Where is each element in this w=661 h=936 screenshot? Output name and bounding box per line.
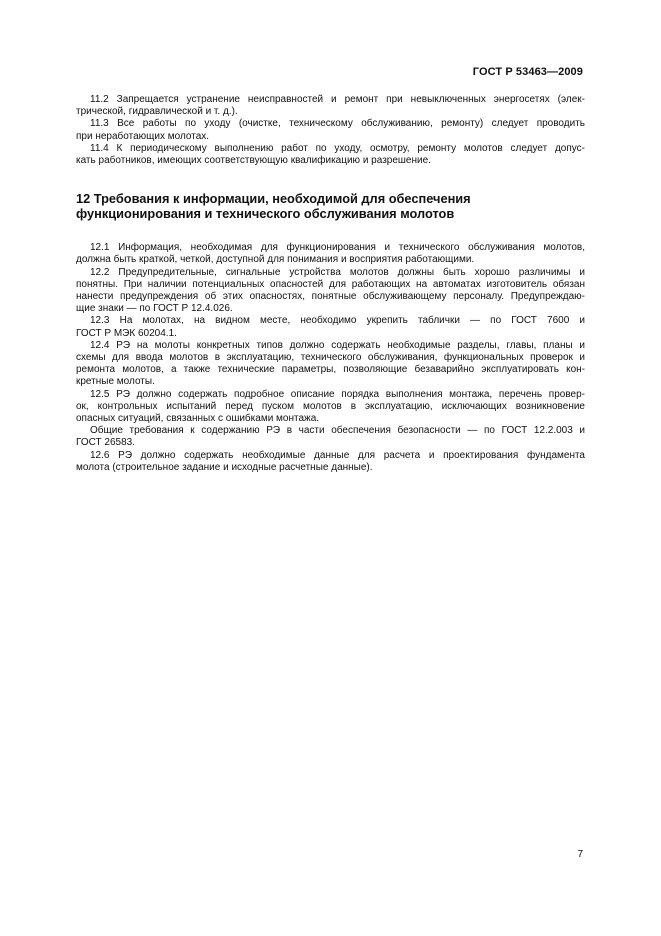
text-line: схемы для ввода молотов в эксплуатацию, технического обслуживания, функциональных проверок и bbox=[76, 352, 585, 364]
text-line: 12.4 РЭ на молоты конкретных типов должно содержать необходимые разделы, главы, планы и bbox=[90, 339, 585, 351]
paragraph-general-requirements bbox=[76, 425, 585, 449]
page-number: 7 bbox=[577, 849, 583, 860]
text-line: 11.3 Все работы по уходу (очистке, техническому обслуживанию, ремонту) следует проводить bbox=[90, 118, 585, 130]
text-line: ГОСТ Р МЭК 60204.1. bbox=[76, 327, 177, 339]
section-heading-line: функционирования и технического обслуживания молотов bbox=[76, 206, 455, 222]
text-line: молота (строительное задание и исходные расчетные данные). bbox=[76, 461, 373, 473]
text-line: ок, контрольных испытаний перед пуском молотов в эксплуатацию, исключающих возникновение bbox=[76, 400, 585, 412]
text-line: 12.5 РЭ должно содержать подробное описание порядка выполнения монтажа, перечень провер- bbox=[90, 388, 585, 400]
text-line: трической, гидравлической и т. д.). bbox=[76, 106, 238, 118]
text-line: щие знаки — по ГОСТ Р 12.4.026. bbox=[76, 303, 233, 315]
text-line: нанести предупреждения об этих опасностях, понятные обслуживающему персоналу. Предупреждаю- bbox=[76, 291, 585, 303]
section-heading-line: 12 Требования к информации, необходимой для обеспечения bbox=[76, 191, 471, 207]
text-line: опасных ситуаций, связанных с ошибками монтажа. bbox=[76, 413, 320, 425]
text-line: Общие требования к содержанию РЭ в части обеспечения безопасности — по ГОСТ 12.2.003 и bbox=[90, 425, 585, 437]
document-standard-header: ГОСТ Р 53463—2009 bbox=[472, 66, 583, 78]
text-line: 11.2 Запрещается устранение неисправностей и ремонт при невыключенных энергосетях (элек- bbox=[90, 94, 585, 105]
paragraph-11-2 bbox=[76, 94, 585, 118]
text-line: 12.1 Информация, необходимая для функционирования и технического обслуживания молотов, bbox=[90, 242, 585, 254]
text-line: 11.4 К периодическому выполнению работ по уходу, осмотру, ремонту молотов следует допус- bbox=[90, 142, 585, 154]
text-line: при неработающих молотах. bbox=[76, 130, 210, 142]
paragraph-12-2 bbox=[76, 267, 585, 316]
text-line: 12.3 На молотах, на видном месте, необходимо укрепить таблички — по ГОСТ 7600 и bbox=[90, 315, 585, 327]
text-line: 12.2 Предупредительные, сигнальные устройства молотов должны быть хорошо различимы и bbox=[90, 266, 585, 278]
text-line: 12.6 РЭ должно содержать необходимые данные для расчета и проектирования фундамента bbox=[90, 449, 585, 461]
document-body bbox=[76, 94, 585, 474]
paragraph-12-4 bbox=[76, 340, 585, 389]
paragraph-12-6 bbox=[76, 450, 585, 474]
paragraph-12-1 bbox=[76, 242, 585, 266]
text-line: кретные молоты. bbox=[76, 376, 155, 388]
paragraph-12-5 bbox=[76, 389, 585, 426]
text-line: кать работников, имеющих соответствующую квалификацию и разрешение. bbox=[76, 155, 431, 167]
text-line: понятны. При наличии потенциальных опасностей для работающих на автоматах изготовитель обязан bbox=[76, 278, 585, 290]
text-line: ГОСТ 26583. bbox=[76, 437, 135, 449]
paragraph-12-3 bbox=[76, 315, 585, 339]
text-line: должна быть краткой, четкой, доступной для понимания и восприятия работающими. bbox=[76, 254, 475, 266]
text-line: ремонта молотов, а также технические параметры, позволяющие безаварийно эксплуатировать кон- bbox=[76, 364, 585, 376]
paragraph-11-4 bbox=[76, 143, 585, 167]
paragraph-11-3 bbox=[76, 118, 585, 142]
section-12-heading bbox=[76, 191, 585, 221]
